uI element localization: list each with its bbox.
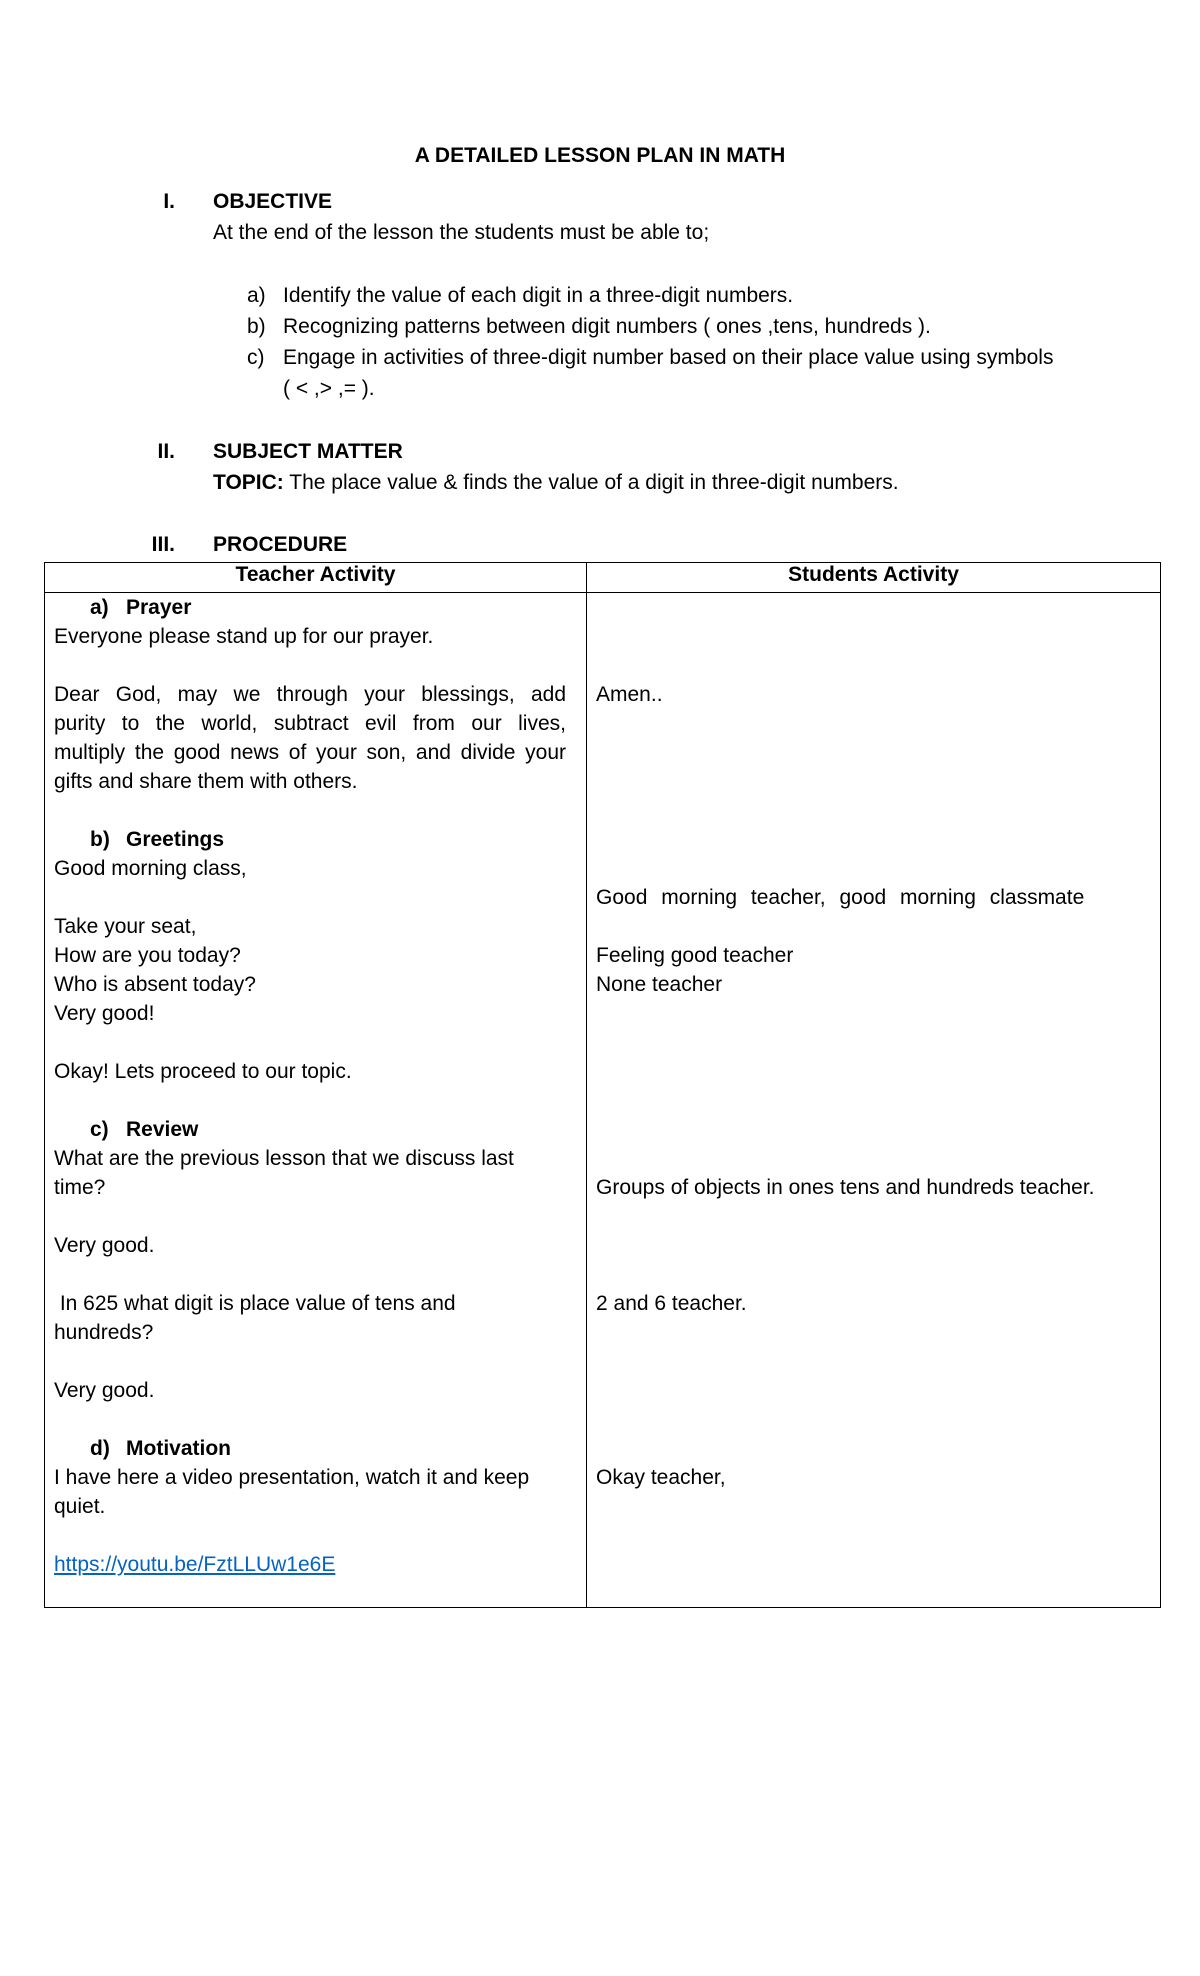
subheading-prayer xyxy=(90,593,191,622)
teacher-line: How are you today? xyxy=(54,944,241,967)
students-activity-cell xyxy=(587,593,1161,1608)
subheading-motivation xyxy=(90,1434,231,1463)
prayer-text-line: gifts and share them with others. xyxy=(54,770,358,793)
section-heading-subject-matter: SUBJECT MATTER xyxy=(213,440,403,463)
column-header-students: Students Activity xyxy=(587,563,1161,593)
subheading-title: Review xyxy=(126,1118,199,1141)
objective-item-text: Identify the value of each digit in a three-digit numbers. xyxy=(283,284,794,307)
student-response: Good morning teacher, good morning classmate xyxy=(596,886,1085,909)
teacher-line: time? xyxy=(54,1176,106,1199)
table-header-row xyxy=(45,563,1161,593)
objective-item-text: Engage in activities of three-digit number based on their place value using symbols xyxy=(283,346,1054,369)
section-heading-procedure: PROCEDURE xyxy=(213,533,348,556)
prayer-text-line: purity to the world, subtract evil from our lives, xyxy=(54,712,566,735)
prayer-text-line: Dear God, may we through your blessings, add xyxy=(54,683,566,706)
teacher-activity-cell xyxy=(45,593,587,1608)
document-title: A DETAILED LESSON PLAN IN MATH xyxy=(414,144,786,167)
teacher-line: What are the previous lesson that we discuss last xyxy=(54,1147,514,1170)
student-response: 2 and 6 teacher. xyxy=(596,1292,747,1315)
section-numeral-subject-matter: II. xyxy=(157,440,175,463)
student-response: Groups of objects in ones tens and hundreds teacher. xyxy=(596,1176,1095,1199)
teacher-line: Good morning class, xyxy=(54,857,247,880)
prayer-text-line: multiply the good news of your son, and divide your xyxy=(54,741,566,764)
subheading-label: d) xyxy=(90,1437,110,1460)
objective-item xyxy=(247,315,931,339)
teacher-line: Okay! Lets proceed to our topic. xyxy=(54,1060,352,1083)
objective-item-label: c) xyxy=(247,346,265,369)
section-heading-objective: OBJECTIVE xyxy=(213,190,333,213)
subheading-label: a) xyxy=(90,596,109,619)
subheading-review xyxy=(90,1115,198,1144)
teacher-line: hundreds? xyxy=(54,1321,154,1344)
subheading-label: b) xyxy=(90,828,110,851)
student-response: Amen.. xyxy=(596,683,663,706)
objective-item-label: a) xyxy=(247,284,266,307)
student-response: Feeling good teacher xyxy=(596,944,794,967)
subheading-title: Motivation xyxy=(126,1437,231,1460)
objective-item-continuation: ( < ,> ,= ). xyxy=(283,377,375,400)
topic-text: The place value & finds the value of a digit in three-digit numbers. xyxy=(283,471,899,494)
student-response: Okay teacher, xyxy=(596,1466,726,1489)
subheading-title: Greetings xyxy=(126,828,225,851)
column-header-teacher: Teacher Activity xyxy=(45,563,587,593)
teacher-line: In 625 what digit is place value of tens and xyxy=(54,1292,456,1315)
subheading-title: Prayer xyxy=(126,596,192,619)
objective-item-text: Recognizing patterns between digit numbers ( ones ,tens, hundreds ). xyxy=(283,315,931,338)
teacher-line: Everyone please stand up for our prayer. xyxy=(54,625,434,648)
teacher-line: Very good. xyxy=(54,1234,155,1257)
video-link-line xyxy=(54,1550,335,1579)
procedure-table xyxy=(44,562,1161,1608)
teacher-line: Who is absent today? xyxy=(54,973,256,996)
section-numeral-procedure: III. xyxy=(151,533,175,556)
teacher-line: quiet. xyxy=(54,1495,106,1518)
topic-line xyxy=(213,471,899,495)
teacher-line: Very good. xyxy=(54,1379,155,1402)
subheading-greetings xyxy=(90,825,224,854)
student-response: None teacher xyxy=(596,973,723,996)
video-link[interactable]: https://youtu.be/FztLLUw1e6E xyxy=(54,1553,336,1576)
teacher-line: Take your seat, xyxy=(54,915,197,938)
objective-item-label: b) xyxy=(247,315,266,338)
section-numeral-objective: I. xyxy=(163,190,175,213)
teacher-line: I have here a video presentation, watch it and keep xyxy=(54,1466,530,1489)
teacher-line: Very good! xyxy=(54,1002,155,1025)
objective-item xyxy=(247,284,793,308)
topic-label: TOPIC: xyxy=(213,471,284,494)
table-row xyxy=(45,593,1161,1608)
objective-intro: At the end of the lesson the students must be able to; xyxy=(213,221,710,244)
subheading-label: c) xyxy=(90,1118,109,1141)
objective-item xyxy=(247,346,1053,370)
